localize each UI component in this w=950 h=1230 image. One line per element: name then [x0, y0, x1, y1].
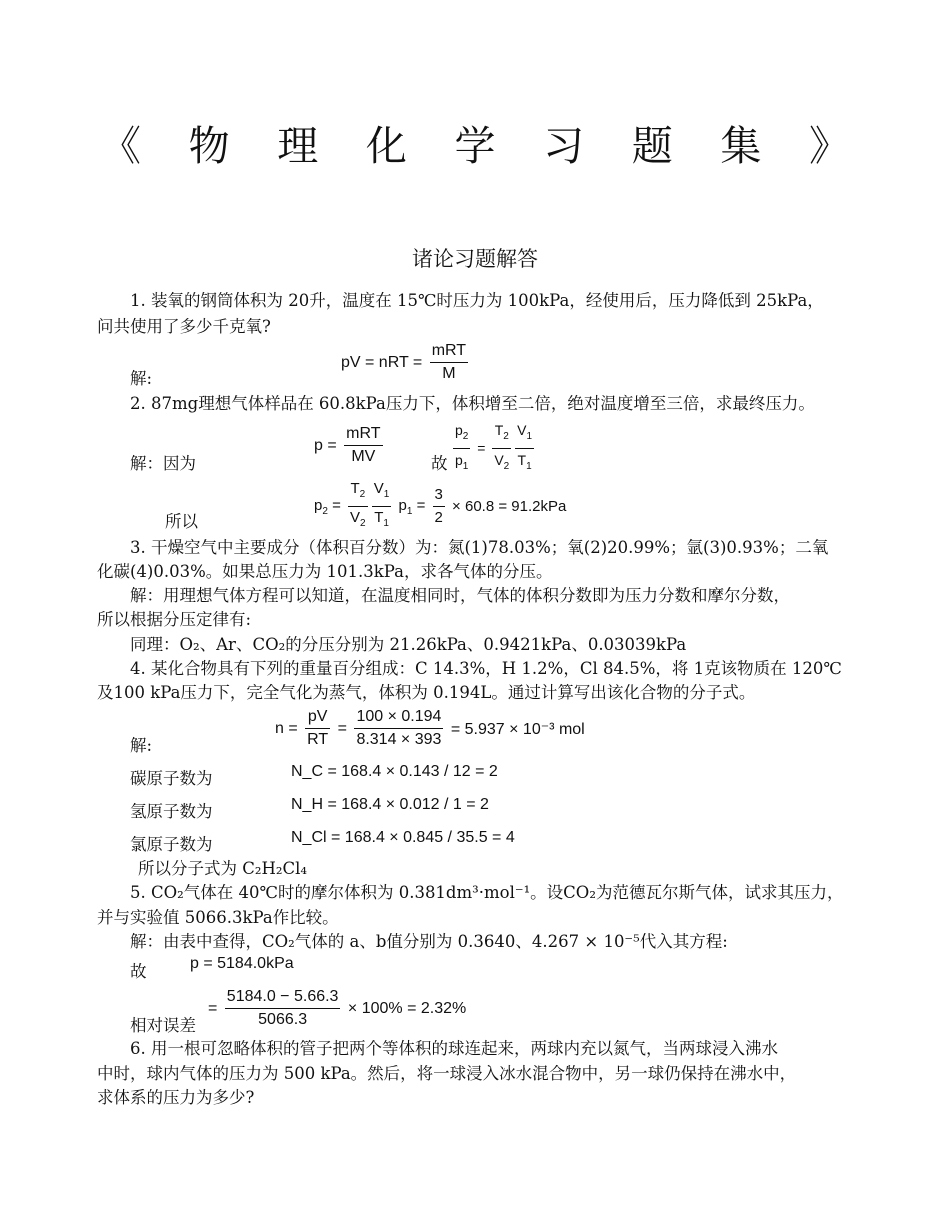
title-char: 《: [100, 122, 141, 170]
q6-line2: 中时，球内气体的压力为 500 kPa。然后，将一球浸入冰水混合物中，另一球仍保持在沸水中，: [97, 1064, 797, 1083]
title-char: 》: [809, 122, 850, 170]
q3-line1: 3. 干燥空气中主要成分（体积百分数）为：氮(1)78.03%；氧(2)20.99%；氩(3)0.93%；二氧: [130, 538, 829, 557]
q2-equation-3: $p_2$ = $\frac{T_2}{V_2}$ $\frac{V_1}{T_1}$ $p_1$ = $\frac{3}{2}$ × 60.8 = 91.2kPa: [314, 480, 567, 529]
q4-carbon-equation: N_C = 168.4 × 0.143 / 12 = 2: [291, 763, 498, 780]
q4-hydrogen-label: 氢原子数为: [130, 802, 213, 821]
q1-line1: 1. 装氧的钢筒体积为 20升，温度在 15℃时压力为 100kPa，经使用后，压力降低到 25kPa，: [130, 291, 824, 310]
title-char: 集: [720, 122, 762, 170]
q3-line3: 解：用理想气体方程可以知道，在温度相同时，气体的体积分数即为压力分数和摩尔分数，: [130, 586, 790, 605]
q4-chlorine-label: 氯原子数为: [130, 835, 213, 854]
q5-line2: 并与实验值 5066.3kPa作比较。: [97, 908, 339, 927]
q4-line2: 及100 kPa压力下，完全气化为蒸气，体积为 0.194L。通过计算写出该化合物的分子式。: [97, 683, 756, 702]
title-char: 习: [543, 122, 585, 170]
title-char: 物: [188, 122, 230, 170]
title-char: 化: [365, 122, 407, 170]
section-subtitle: 诸论习题解答: [412, 247, 538, 271]
title-char: 理: [277, 122, 319, 170]
q1-equation: pV = nRT = $\frac{\text{mRT}}{M}$: [341, 342, 467, 382]
title-char: 题: [631, 122, 673, 170]
q1-solution-label: 解:: [130, 369, 153, 388]
q2-therefore: 故: [431, 454, 448, 473]
q4-chlorine-equation: N_Cl = 168.4 × 0.845 / 35.5 = 4: [291, 829, 515, 846]
q5-line3: 解：由表中查得，CO₂气体的 a、b值分别为 0.3640、4.267 × 10⁻⁵代入其方程:: [130, 932, 728, 951]
q2-so-label: 所以: [165, 512, 198, 531]
q3-line5: 同理：O₂、Ar、CO₂的分压分别为 21.26kPa、0.9421kPa、0.03039kPa: [130, 635, 687, 654]
document-title: [100, 118, 850, 174]
q3-line4: 所以根据分压定律有:: [97, 610, 252, 629]
q4-line1: 4. 某化合物具有下列的重量百分组成：C 14.3%，H 1.2%，Cl 84.5%，将 1克该物质在 120℃: [130, 659, 842, 678]
q2-solution-label: 解：因为: [130, 454, 196, 473]
q5-line1: 5. CO₂气体在 40℃时的摩尔体积为 0.381dm³·mol⁻¹。设CO₂为范德瓦尔斯气体，试求其压力，: [130, 883, 844, 902]
q4-carbon-label: 碳原子数为: [130, 769, 213, 788]
q5-error-equation: = $\frac{5184.0 - 5.66.3}{5066.3}$ × 100% = 2.32%: [208, 988, 467, 1028]
title-char: 学: [454, 122, 496, 170]
q2-equation-1: p = $\frac{\text{mRT}}{MV}$: [314, 425, 381, 465]
q3-line2: 化碳(4)0.03%。如果总压力为 101.3kPa，求各气体的分压。: [97, 562, 553, 581]
q4-moles-equation: n = $\frac{pV}{RT}$ = $\frac{100 \times 0.194}{8.314 \times 393}$ = 5.937 × 10⁻³ mol: [275, 708, 585, 748]
q5-pressure-result: p = 5184.0kPa: [190, 955, 294, 972]
q6-line3: 求体系的压力为多少?: [97, 1088, 255, 1107]
q4-solution-label: 解:: [130, 736, 153, 755]
q5-error-label: 相对误差: [130, 1016, 196, 1035]
q4-hydrogen-equation: N_H = 168.4 × 0.012 / 1 = 2: [291, 796, 489, 813]
q6-line1: 6. 用一根可忽略体积的管子把两个等体积的球连起来，两球内充以氮气，当两球浸入沸水: [130, 1039, 778, 1058]
q1-line2: 问共使用了多少千克氧?: [97, 317, 271, 336]
q2-line1: 2. 87mg理想气体样品在 60.8kPa压力下，体积增至二倍，绝对温度增至三倍，求最终压力。: [130, 394, 815, 413]
q4-formula: 所以分子式为 C₂H₂Cl₄: [138, 859, 308, 878]
q5-therefore: 故: [130, 962, 147, 981]
q2-equation-2: $\frac{p_2}{p_1}$ = $\frac{T_2}{V_2}$ $\frac{V_1}{T_1}$: [453, 419, 534, 478]
